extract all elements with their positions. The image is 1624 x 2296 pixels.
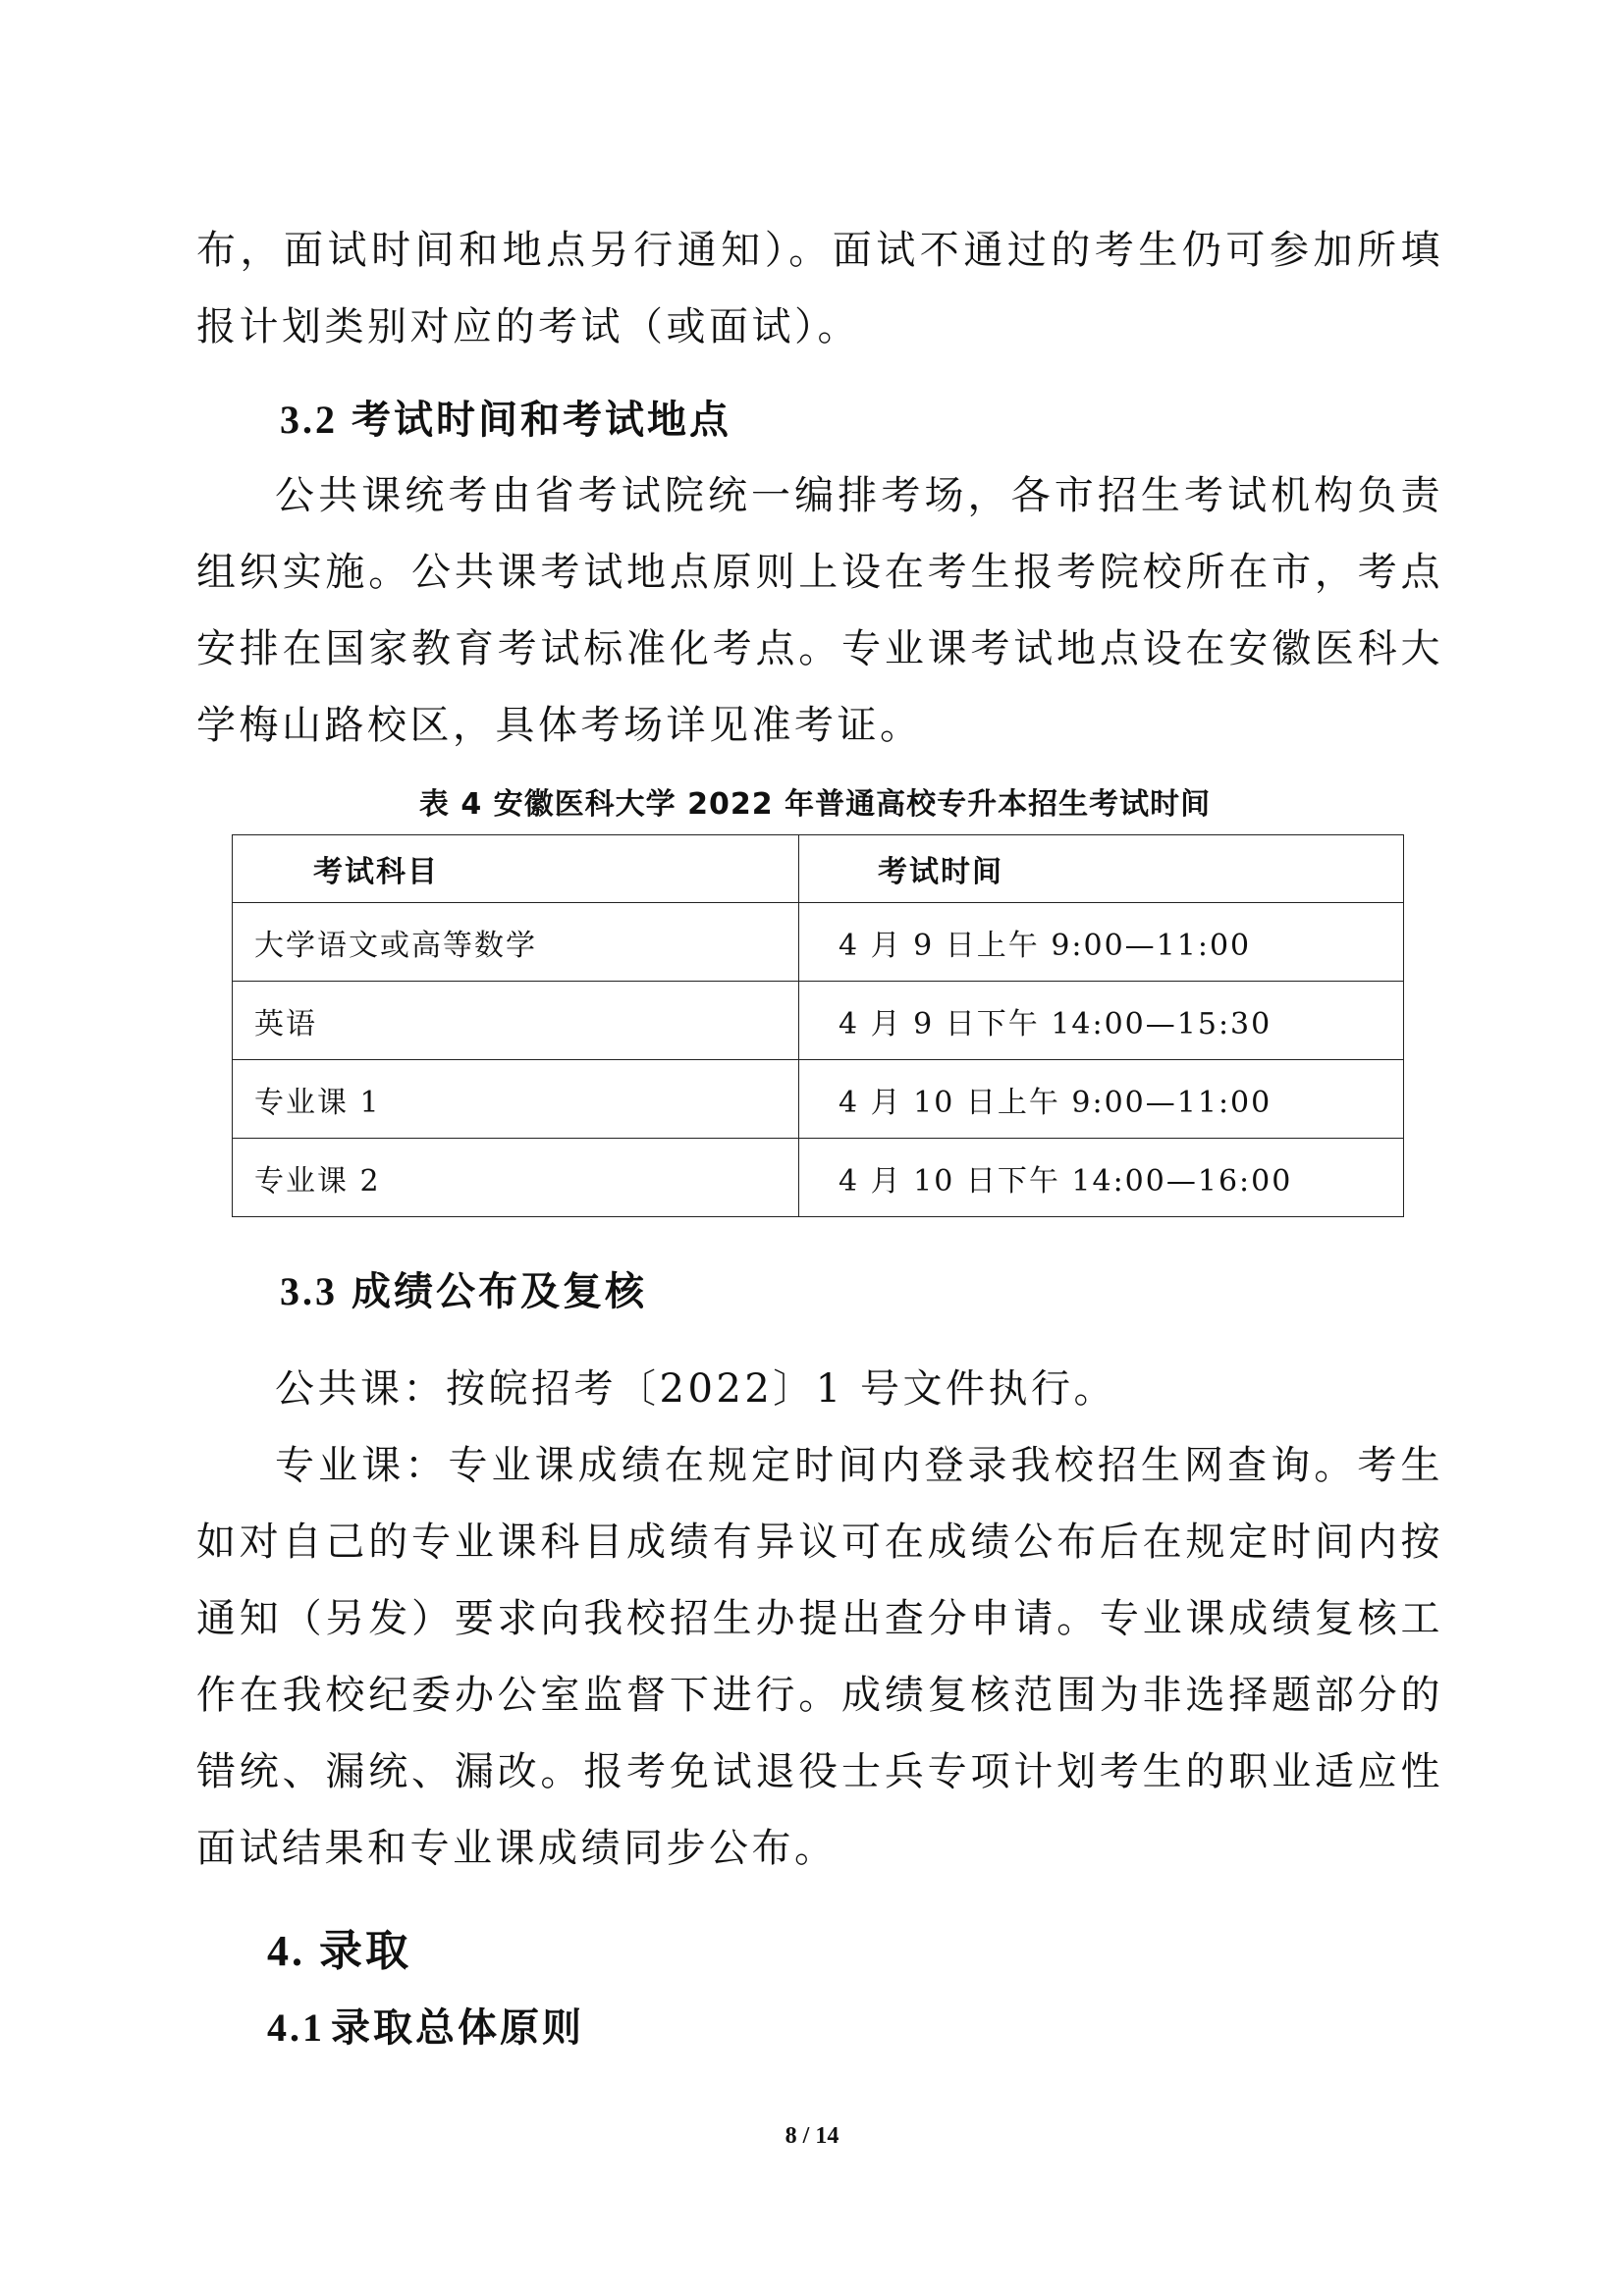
table-row [233, 903, 1404, 982]
subject-cell: 专业课 2 [233, 1139, 799, 1217]
section-3-2-title: 考试时间和考试地点 [352, 398, 731, 443]
section-4-1-heading [267, 1999, 584, 2057]
table-header-row [233, 835, 1404, 903]
section-4-1-title: 录取总体原则 [331, 2005, 584, 2051]
header-subject: 考试科目 [233, 835, 799, 903]
section-3-3-number: 3.3 [280, 1269, 338, 1313]
table-row [233, 1060, 1404, 1139]
exam-schedule-table [232, 834, 1404, 1217]
header-time: 考试时间 [799, 835, 1404, 903]
time-cell: 4 月 9 日下午 14:00—15:30 [799, 982, 1404, 1060]
table-row [233, 1139, 1404, 1217]
section-4-1-number: 4.1 [267, 2005, 325, 2050]
section-3-2-heading [280, 391, 731, 450]
section-3-3-title: 成绩公布及复核 [352, 1269, 647, 1314]
section-4-title: 录取 [319, 1926, 411, 1976]
time-cell: 4 月 10 日上午 9:00—11:00 [799, 1060, 1404, 1139]
page-number: 8 / 14 [785, 2123, 839, 2149]
section-3-2-paragraph: 公共课统考由省考试院统一编排考场，各市招生考试机构负责组织实施。公共课考试地点原则上设在考生报考院校所在市，考点安排在国家教育考试标准化考点。专业课考试地点设在安徽医科大学梅山路校区，具体考场详见准考证。 [196, 473, 1443, 748]
section-4-number: 4. [267, 1927, 305, 1975]
time-cell: 4 月 9 日上午 9:00—11:00 [799, 903, 1404, 982]
section-4-heading [267, 1922, 411, 1981]
public-course-paragraph: 公共课：按皖招考〔2022〕1 号文件执行。 [275, 1366, 1116, 1412]
time-cell: 4 月 10 日下午 14:00—16:00 [799, 1139, 1404, 1217]
subject-cell: 专业课 1 [233, 1060, 799, 1139]
subject-cell: 英语 [233, 982, 799, 1060]
table-caption: 表 4 安徽医科大学 2022 年普通高校专升本招生考试时间 [418, 787, 1212, 822]
specialized-course-paragraph: 专业课：专业课成绩在规定时间内登录我校招生网查询。考生如对自己的专业课科目成绩有异议可在成绩公布后在规定时间内按通知（另发）要求向我校招生办提出查分申请。专业课成绩复核工作在我校纪委办公室监督下进行。成绩复核范围为非选择题部分的错统、漏统、漏改。报考免试退役士兵专项计划考生的职业适应性面试结果和专业课成绩同步公布。 [196, 1443, 1443, 1871]
table-row [233, 982, 1404, 1060]
section-3-2-number: 3.2 [280, 398, 338, 442]
continuation-paragraph: 布，面试时间和地点另行通知）。面试不通过的考生仍可参加所填报计划类别对应的考试（或面试）。 [196, 228, 1443, 349]
subject-cell: 大学语文或高等数学 [233, 903, 799, 982]
section-3-3-heading [280, 1262, 647, 1321]
